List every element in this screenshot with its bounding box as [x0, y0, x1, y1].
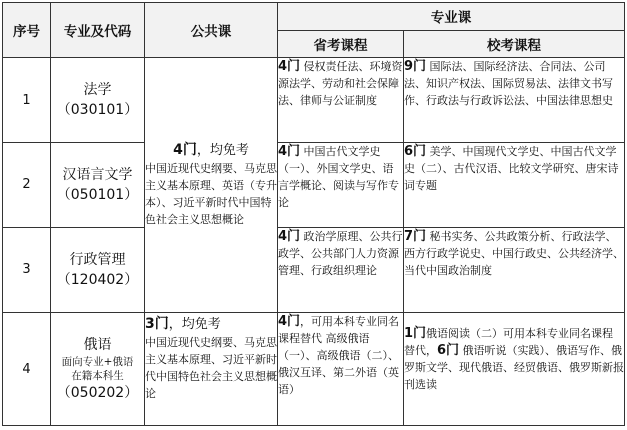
common-exempt: ，均免考 — [196, 143, 249, 159]
course-list: 俄语阅读（二）可用本科专业同名课程替代， — [404, 327, 614, 358]
common-count: 4门 — [173, 142, 197, 159]
common-courses-cell — [145, 313, 278, 426]
header-professional: 专业课 — [278, 3, 625, 31]
major-note: 在籍本科生 — [71, 370, 124, 383]
school-courses — [404, 58, 625, 142]
common-courses-head — [145, 316, 277, 333]
course-list: 俄语听说（实践）、俄语写作、俄罗斯文学、现代俄语、经贸俄语、俄罗斯新报刊选读 — [404, 344, 624, 392]
header-school: 校考课程 — [404, 30, 625, 58]
course-count: 4门 — [278, 314, 301, 330]
provincial-courses — [278, 58, 404, 142]
table-row — [3, 227, 625, 312]
common-courses-head — [145, 142, 277, 159]
curriculum-table — [2, 2, 625, 426]
course-list: 美学、中国现代文学史、中国古代文学史（二）、古代汉语、比较文学研究、唐宋诗词专题 — [404, 144, 619, 192]
major-cell — [51, 142, 145, 227]
major-cell — [51, 313, 145, 426]
major-note: 面向专业+俄语 — [61, 356, 134, 369]
header-index: 序号 — [3, 3, 51, 58]
row-index: 2 — [3, 142, 51, 227]
row-index: 4 — [3, 313, 51, 426]
course-count: 4门 — [278, 143, 301, 159]
common-exempt: ，均免考 — [168, 317, 221, 333]
common-count: 3门 — [145, 316, 169, 333]
common-courses-cell — [145, 58, 278, 313]
row-index: 3 — [3, 227, 51, 312]
course-list: 侵权责任法、环境资源法学、劳动和社会保障法、律师与公证制度 — [278, 60, 403, 108]
school-courses — [404, 313, 625, 426]
header-provincial: 省考课程 — [278, 30, 404, 58]
row-index: 1 — [3, 58, 51, 142]
header-major: 专业及代码 — [51, 3, 145, 58]
course-list: ，可用本科专业同名课程替代 高级俄语（一）、高级俄语（二）、俄汉互译、第二外语（英语） — [278, 315, 400, 397]
course-list: 国际法、国际经济法、合同法、公司法、知识产权法、国际贸易法、法律文书写作、行政法与行政诉讼法、中国法律思想史 — [404, 60, 613, 108]
course-count: 7门 — [404, 228, 427, 244]
provincial-courses — [278, 142, 404, 227]
provincial-courses — [278, 313, 404, 426]
major-cell — [51, 58, 145, 142]
major-code: （030101） — [56, 102, 139, 119]
major-name: 行政管理 — [69, 251, 126, 268]
major-code: （050101） — [56, 186, 139, 203]
course-list: 秘书实务、公共政策分析、行政法学、西方行政学说史、中国行政史、公共经济学、当代中国政治制度 — [404, 229, 624, 277]
major-code: （050202） — [56, 385, 139, 402]
provincial-courses — [278, 227, 404, 312]
course-list: 中国古代文学史（一）、外国文学史、语言学概论、阅读与写作专论 — [278, 144, 399, 209]
major-name: 汉语言文学 — [62, 166, 133, 183]
table-row — [3, 142, 625, 227]
course-count: 4门 — [278, 59, 301, 75]
course-count: 4门 — [278, 228, 301, 244]
course-count: 6门 — [404, 143, 427, 159]
header-common: 公共课 — [145, 3, 278, 58]
major-cell — [51, 227, 145, 312]
course-list: 政治学原理、公共行政学、公共部门人力资源管理、行政组织理论 — [278, 229, 403, 277]
school-courses — [404, 227, 625, 312]
table-row — [3, 313, 625, 426]
course-count: 9门 — [404, 59, 427, 75]
school-courses — [404, 142, 625, 227]
common-courses-list: 中国近现代史纲要、马克思主义基本原理、习近平新时代中国特色社会主义思想概论 — [145, 336, 277, 401]
course-count: 1门 — [404, 326, 427, 342]
course-count: 6门 — [437, 343, 460, 359]
major-name: 法学 — [83, 82, 112, 99]
major-code: （120402） — [56, 271, 139, 288]
table-row — [3, 58, 625, 142]
common-courses-list: 中国近现代史纲要、马克思主义基本原理、英语（专升本）、习近平新时代中国特色社会主义思想概论 — [145, 162, 277, 227]
major-name: 俄语 — [83, 337, 112, 354]
